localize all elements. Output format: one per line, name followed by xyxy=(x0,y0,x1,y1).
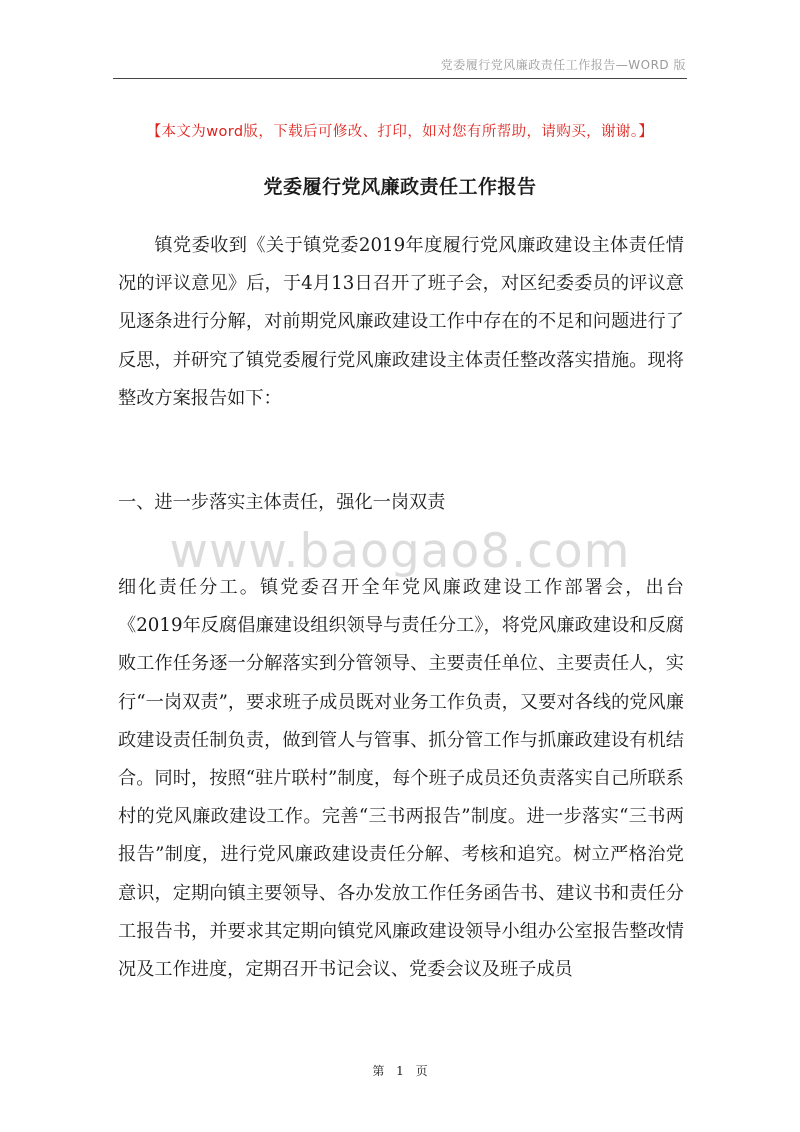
header-divider xyxy=(113,78,687,79)
page-suffix: 页 xyxy=(415,1064,428,1078)
document-title: 党委履行党风廉政责任工作报告 xyxy=(263,176,537,198)
section-paragraph: 细化责任分工。镇党委召开全年党风廉政建设工作部署会，出台《2019年反腐倡廉建设组织领导与责任分工》，将党风廉政建设和反腐败工作任务逐一分解落实到分管领导、主要责任单位、主要责任人，实行“一岗双责”，要求班子成员既对业务工作负责，又要对各线的党风廉政建设责任制负责，做到管人与管事、抓分管工作与抓廉政建设有机结合。同时，按照“驻片联村”制度，每个班子成员还负责落实自己所联系村的党风廉政建设工作。完善“三书两报告”制度。进一步落实“三书两报告”制度，进行党风廉政建设责任分解、考核和追究。树立严格治党意识，定期向镇主要领导、各办发放工作任务函告书、建议书和责任分工报告书，并要求其定期向镇党风廉政建设领导小组办公室报告整改情况及工作进度，定期召开书记会议、党委会议及班子成员 xyxy=(118,577,684,981)
download-notice: 【本文为word版，下载后可修改、打印，如对您有所帮助，请购买，谢谢。】 xyxy=(146,124,654,140)
intro-paragraph: 镇党委收到《关于镇党委2019年度履行党风廉政建设主体责任情况的评议意见》后，于4月13日召开了班子会，对区纪委委员的评议意见逐条进行分解，对前期党风廉政建设工作中存在的不足和问题进行了反思，并研究了镇党委履行党风廉政建设主体责任整改落实措施。现将整改方案报告如下： xyxy=(118,235,684,409)
running-header: 党委履行党风廉政责任工作报告—WORD 版 xyxy=(440,58,686,72)
section-heading: 一、进一步落实主体责任，强化一岗双责 xyxy=(118,492,446,513)
page-prefix: 第 xyxy=(372,1064,385,1078)
watermark: www.baogao8.com xyxy=(169,524,631,579)
page-number-footer xyxy=(0,1062,800,1079)
page-number: 1 xyxy=(396,1064,404,1078)
